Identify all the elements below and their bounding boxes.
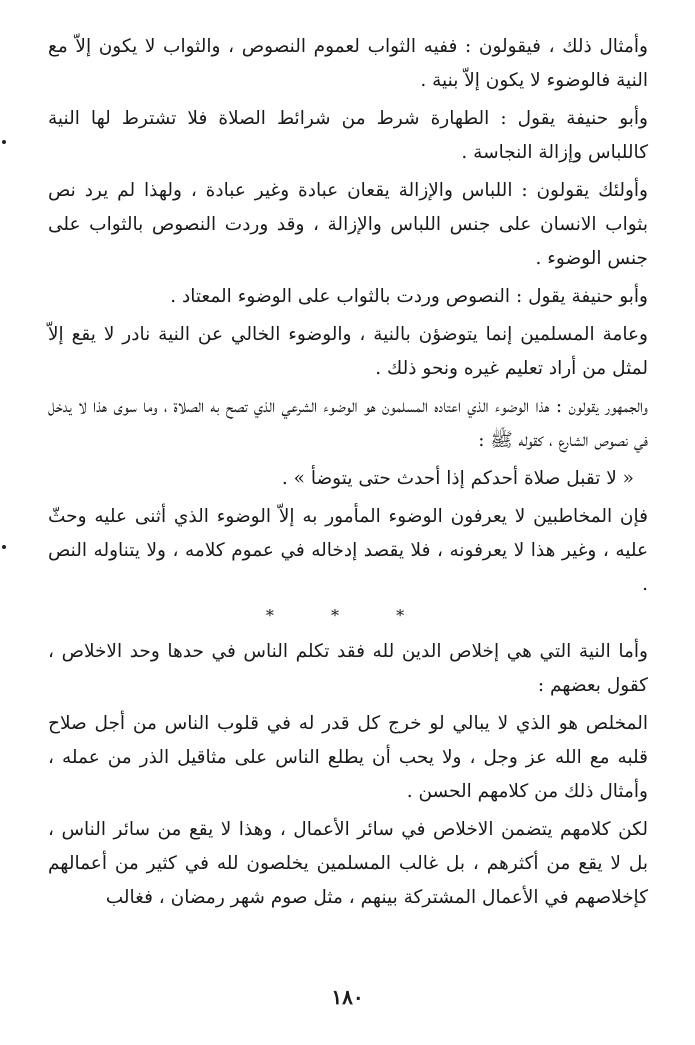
margin-dot [2,140,6,144]
book-page-text [48,30,648,919]
paragraph: لكن كلامهم يتضمن الاخلاص في سائر الأعمال ، وهذا لا يقع من سائر الناس ، بل لا يقع من أكثرهم ، بل غالب المسلمين يخلصون لله في كثير من أعمالهم كإخلاصهم في الأعمال المشتركة بينهم ، مثل صوم شهر رمضان ، فغالب [48,819,648,908]
section-separator: * * * [265,606,431,625]
page-number: ١٨٠ [331,985,364,1009]
hadith-quote: « لا تقبل صلاة أحدكم إذا أحدث حتى يتوضأ » . [281,468,634,489]
paragraph: وأبو حنيفة يقول : النصوص وردت بالثواب على الوضوء المعتاد . [170,286,648,307]
paragraph: وأولئك يقولون : اللباس والإزالة يقعان عبادة وغير عبادة ، ولهذا لم يرد نص بثواب الانسان على جنس اللباس والإزالة ، وقد وردت النصوص بالثواب على جنس الوضوء . [48,180,648,269]
margin-dot [2,545,6,549]
paragraph: وأما النية التي هي إخلاص الدين لله فقد تكلم الناس في حدها وحد الاخلاص ، كقول بعضهم : [48,641,648,696]
paragraph: المخلص هو الذي لا يبالي لو خرج كل قدر له في قلوب الناس من أجل صلاح قلبه مع الله عز وجل ، ولا يحب أن يطلع الناس على مثاقيل الذر من عمله ، وأمثال ذلك من كلامهم الحسن . [48,713,648,802]
paragraph: وعامة المسلمين إنما يتوضؤن بالنية ، والوضوء الخالي عن النية نادر لا يقع إلاّ لمثل من أراد تعليم غيره ونحو ذلك . [48,324,648,379]
paragraph: فإن المخاطبين لا يعرفون الوضوء المأمور به إلاّ الوضوء الذي أثنى عليه وحثّ عليه ، وغير هذا لا يعرفونه ، فلا يقصد إدخاله في عموم كلامه ، ولا يتناوله النص . [48,506,648,595]
paragraph: والجمهور يقولون : هذا الوضوء الذي اعتاده المسلمون هو الوضوء الشرعي الذي تصح به الصلاة ، وما سوى هذا لا يدخل في نصوص الشارع ، كقوله ﷺ : [48,396,648,451]
paragraph: وأمثال ذلك ، فيقولون : ففيه الثواب لعموم النصوص ، والثواب لا يكون إلاّ مع النية فالوضوء لا يكون إلاّ بنية . [48,36,648,91]
paragraph: وأبو حنيفة يقول : الطهارة شرط من شرائط الصلاة فلا تشترط لها النية كاللباس وإزالة النجاسة . [48,108,648,163]
